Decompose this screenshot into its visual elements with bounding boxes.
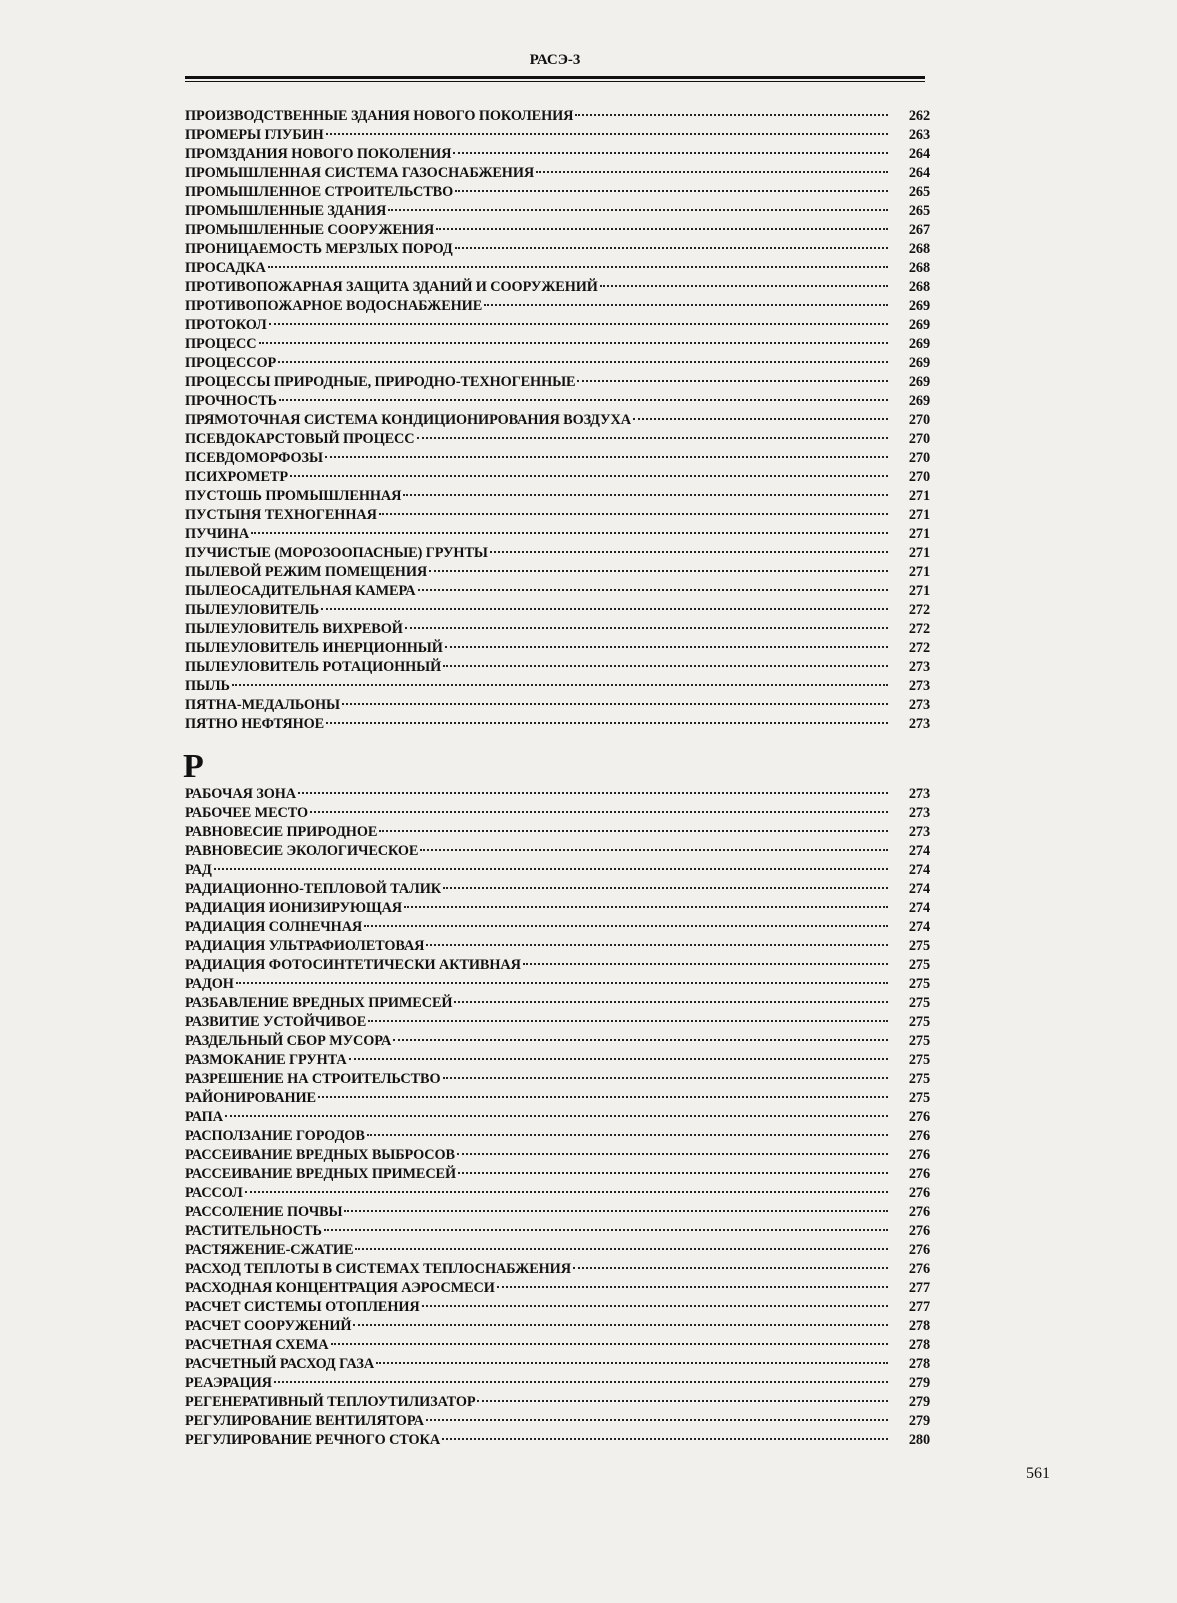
toc-entry [185,1146,930,1165]
entry-title: РАДИАЦИЯ ИОНИЗИРУЮЩАЯ [185,900,403,916]
entry-title: РАБОЧАЯ ЗОНА [185,786,296,802]
toc-entry [185,975,930,994]
dot-leader [600,285,888,287]
toc-entry [185,392,930,411]
entry-title: ПРОЧНОСТЬ [185,393,277,409]
dot-leader [633,418,888,420]
entry-title: РАЗМОКАНИЕ ГРУНТА [185,1052,347,1068]
entry-title: РАЗДЕЛЬНЫЙ СБОР МУСОРА [185,1033,392,1049]
dot-leader [379,830,888,832]
entry-title: ПЫЛЕУЛОВИТЕЛЬ РОТАЦИОННЫЙ [185,659,442,675]
dot-leader [245,1191,888,1193]
dot-leader [442,1438,888,1440]
entry-page-number: 278 [908,1318,930,1334]
dot-leader [344,1210,888,1212]
dot-leader [405,627,888,629]
entry-page-number: 270 [908,412,930,428]
dot-leader [575,114,888,116]
entry-page-number: 273 [908,716,930,732]
entry-title: ПРОМЗДАНИЯ НОВОГО ПОКОЛЕНИЯ [185,146,452,162]
entry-title: ПЯТНА-МЕДАЛЬОНЫ [185,697,340,713]
toc-entry [185,1374,930,1393]
toc-entry [185,582,930,601]
toc-entry [185,1336,930,1355]
entry-title: РАДИАЦИЯ СОЛНЕЧНАЯ [185,919,363,935]
entry-page-number: 265 [908,203,930,219]
dot-leader [342,703,888,705]
toc-entry [185,1051,930,1070]
entry-title: РАВНОВЕСИЕ ЭКОЛОГИЧЕСКОЕ [185,843,419,859]
dot-leader [298,792,888,794]
entry-title: РАССЕИВАНИЕ ВРЕДНЫХ ВЫБРОСОВ [185,1147,455,1163]
entry-title: ПЫЛЕУЛОВИТЕЛЬ [185,602,320,618]
entry-page-number: 278 [908,1356,930,1372]
dot-leader [326,133,888,135]
entry-title: РАСЧЕТ СООРУЖЕНИЙ [185,1318,352,1334]
entry-page-number: 273 [908,697,930,713]
entry-page-number: 275 [908,1033,930,1049]
toc-entry [185,126,930,145]
entry-page-number: 276 [908,1204,930,1220]
entry-page-number: 270 [908,431,930,447]
entry-title: РАСЧЕТ СИСТЕМЫ ОТОПЛЕНИЯ [185,1299,420,1315]
entry-title: ПРЯМОТОЧНАЯ СИСТЕМА КОНДИЦИОНИРОВАНИЯ ВОЗДУХА [185,412,631,428]
toc-entry [185,1184,930,1203]
dot-leader [436,228,888,230]
entry-title: ПСЕВДОМОРФОЗЫ [185,450,323,466]
section-letter: Р [183,748,204,785]
toc-entry [185,1089,930,1108]
toc-entry [185,164,930,183]
toc-entry [185,1355,930,1374]
dot-leader [404,906,888,908]
entry-title: РАССЕИВАНИЕ ВРЕДНЫХ ПРИМЕСЕЙ [185,1166,457,1182]
toc-entry [185,487,930,506]
toc-entry [185,145,930,164]
toc-entry [185,563,930,582]
entry-page-number: 273 [908,824,930,840]
dot-leader [367,1134,888,1136]
toc-entry [185,918,930,937]
dot-leader [484,304,888,306]
entry-title: ПРОНИЦАЕМОСТЬ МЕРЗЛЫХ ПОРОД [185,241,453,257]
entry-title: РЕГУЛИРОВАНИЕ РЕЧНОГО СТОКА [185,1432,441,1448]
entry-page-number: 265 [908,184,930,200]
dot-leader [325,456,888,458]
toc-entry [185,937,930,956]
entry-page-number: 268 [908,241,930,257]
entry-title: ПУСТОШЬ ПРОМЫШЛЕННАЯ [185,488,402,504]
toc-entry [185,1279,930,1298]
entry-page-number: 272 [908,621,930,637]
entry-page-number: 278 [908,1337,930,1353]
entry-page-number: 271 [908,507,930,523]
dot-leader [364,925,888,927]
entry-page-number: 276 [908,1147,930,1163]
entry-page-number: 271 [908,545,930,561]
entry-title: ПЫЛЕВОЙ РЕЖИМ ПОМЕЩЕНИЯ [185,564,428,580]
toc-entry [185,620,930,639]
entry-page-number: 279 [908,1375,930,1391]
dot-leader [429,570,888,572]
entry-page-number: 276 [908,1261,930,1277]
entry-page-number: 277 [908,1280,930,1296]
entry-title: ПСЕВДОКАРСТОВЫЙ ПРОЦЕСС [185,431,415,447]
entry-title: ПЯТНО НЕФТЯНОЕ [185,716,325,732]
dot-leader [443,665,888,667]
toc-entry [185,1032,930,1051]
entry-title: РАДИАЦИОННО-ТЕПЛОВОЙ ТАЛИК [185,881,442,897]
dot-leader [379,513,888,515]
entry-page-number: 280 [908,1432,930,1448]
entry-page-number: 275 [908,976,930,992]
entry-page-number: 262 [908,108,930,124]
entry-page-number: 269 [908,298,930,314]
dot-leader [290,475,888,477]
dot-leader [279,399,888,401]
dot-leader [403,494,888,496]
toc-entry [185,715,930,734]
toc-entry [185,1108,930,1127]
page-number: 561 [1026,1465,1050,1482]
dot-leader [457,1153,888,1155]
toc-entry [185,316,930,335]
entry-title: ПУСТЫНЯ ТЕХНОГЕННАЯ [185,507,377,523]
entry-title: ПРОМЫШЛЕННАЯ СИСТЕМА ГАЗОСНАБЖЕНИЯ [185,165,535,181]
toc-entry [185,202,930,221]
entry-page-number: 263 [908,127,930,143]
entry-page-number: 268 [908,279,930,295]
entry-title: ПРОТИВОПОЖАРНОЕ ВОДОСНАБЖЕНИЕ [185,298,483,314]
dot-leader [269,323,888,325]
entry-title: РАСХОД ТЕПЛОТЫ В СИСТЕМАХ ТЕПЛОСНАБЖЕНИЯ [185,1261,571,1277]
entry-page-number: 276 [908,1109,930,1125]
entry-page-number: 276 [908,1185,930,1201]
toc-entry [185,899,930,918]
dot-leader [393,1039,888,1041]
toc-entry [185,259,930,278]
dot-leader [232,684,888,686]
dot-leader [445,646,888,648]
toc-entry [185,354,930,373]
entry-page-number: 276 [908,1242,930,1258]
dot-leader [455,247,888,249]
toc-entry [185,1127,930,1146]
dot-leader [577,380,888,382]
toc-entry [185,1241,930,1260]
entry-title: РАСХОДНАЯ КОНЦЕНТРАЦИЯ АЭРОСМЕСИ [185,1280,495,1296]
page-header: РАСЭ-3 [529,52,581,68]
toc-entry [185,861,930,880]
toc-entry [185,1222,930,1241]
entry-title: РАДОН [185,976,234,992]
entry-page-number: 269 [908,336,930,352]
entry-title: РАД [185,862,212,878]
entry-page-number: 274 [908,843,930,859]
dot-leader [420,849,888,851]
toc-entry [185,994,930,1013]
dot-leader [422,1305,888,1307]
header-rule [185,76,925,79]
dot-leader [268,266,888,268]
dot-leader [214,868,888,870]
dot-leader [443,887,888,889]
entry-title: РАССОЛЕНИЕ ПОЧВЫ [185,1204,343,1220]
toc-entry [185,1431,930,1450]
dot-leader [376,1362,888,1364]
entry-page-number: 276 [908,1223,930,1239]
toc-list-r [185,785,930,1450]
entry-title: ПРОЦЕССЫ ПРИРОДНЫЕ, ПРИРОДНО-ТЕХНОГЕННЫЕ [185,374,576,390]
entry-page-number: 273 [908,786,930,802]
toc-list-p [185,107,930,734]
toc-entry [185,525,930,544]
entry-title: РАЗВИТИЕ УСТОЙЧИВОЕ [185,1014,367,1030]
entry-title: РАССОЛ [185,1185,243,1201]
entry-page-number: 269 [908,374,930,390]
entry-page-number: 267 [908,222,930,238]
toc-entry [185,107,930,126]
entry-page-number: 275 [908,995,930,1011]
entry-page-number: 273 [908,678,930,694]
dot-leader [225,1115,888,1117]
dot-leader [331,1343,888,1345]
entry-page-number: 270 [908,450,930,466]
entry-page-number: 274 [908,900,930,916]
toc-entry [185,240,930,259]
entry-title: ПРОИЗВОДСТВЕННЫЕ ЗДАНИЯ НОВОГО ПОКОЛЕНИЯ [185,108,574,124]
entry-title: ПУЧИСТЫЕ (МОРОЗООПАСНЫЕ) ГРУНТЫ [185,545,488,561]
entry-page-number: 271 [908,488,930,504]
entry-title: ПСИХРОМЕТР [185,469,288,485]
entry-title: РАДИАЦИЯ УЛЬТРАФИОЛЕТОВАЯ [185,938,425,954]
entry-title: РАСЧЕТНЫЙ РАСХОД ГАЗА [185,1356,375,1372]
entry-page-number: 275 [908,1071,930,1087]
toc-entry [185,1013,930,1032]
toc-entry [185,842,930,861]
entry-title: РАДИАЦИЯ ФОТОСИНТЕТИЧЕСКИ АКТИВНАЯ [185,957,521,973]
entry-title: ПЫЛЕОСАДИТЕЛЬНАЯ КАМЕРА [185,583,416,599]
entry-page-number: 275 [908,1090,930,1106]
dot-leader [426,944,888,946]
toc-entry [185,658,930,677]
entry-page-number: 273 [908,805,930,821]
entry-page-number: 264 [908,165,930,181]
toc-entry [185,880,930,899]
entry-page-number: 269 [908,317,930,333]
entry-title: ПРОЦЕССОР [185,355,277,371]
entry-title: ПРОМЫШЛЕННЫЕ ЗДАНИЯ [185,203,387,219]
entry-title: РАВНОВЕСИЕ ПРИРОДНОЕ [185,824,378,840]
dot-leader [324,1229,888,1231]
toc-entry [185,677,930,696]
entry-title: РЕГЕНЕРАТИВНЫЙ ТЕПЛОУТИЛИЗАТОР [185,1394,476,1410]
toc-entry [185,696,930,715]
toc-entry [185,823,930,842]
entry-title: РЕАЭРАЦИЯ [185,1375,272,1391]
dot-leader [274,1381,888,1383]
entry-page-number: 269 [908,355,930,371]
entry-title: ПЫЛЬ [185,678,230,694]
dot-leader [318,1096,888,1098]
entry-title: РЕГУЛИРОВАНИЕ ВЕНТИЛЯТОРА [185,1413,424,1429]
entry-page-number: 271 [908,564,930,580]
entry-title: ПРОМЕРЫ ГЛУБИН [185,127,324,143]
entry-title: РАСТИТЕЛЬНОСТЬ [185,1223,322,1239]
toc-entry [185,506,930,525]
entry-page-number: 275 [908,938,930,954]
toc-entry [185,297,930,316]
entry-page-number: 275 [908,1014,930,1030]
toc-entry [185,1412,930,1431]
entry-title: ПРОЦЕСС [185,336,257,352]
entry-title: РАСПОЛЗАНИЕ ГОРОДОВ [185,1128,365,1144]
entry-title: ПРОТОКОЛ [185,317,267,333]
entry-title: ПРОТИВОПОЖАРНАЯ ЗАЩИТА ЗДАНИЙ И СООРУЖЕНИЙ [185,279,598,295]
toc-entry [185,804,930,823]
dot-leader [426,1419,888,1421]
dot-leader [453,152,888,154]
entry-title: РАПА [185,1109,223,1125]
dot-leader [349,1058,888,1060]
dot-leader [321,608,888,610]
dot-leader [388,209,888,211]
entry-page-number: 279 [908,1394,930,1410]
entry-title: ПЫЛЕУЛОВИТЕЛЬ ВИХРЕВОЙ [185,621,403,637]
entry-title: РАСЧЕТНАЯ СХЕМА [185,1337,329,1353]
dot-leader [490,551,888,553]
dot-leader [477,1400,888,1402]
entry-page-number: 271 [908,526,930,542]
toc-entry [185,544,930,563]
entry-page-number: 275 [908,957,930,973]
entry-page-number: 268 [908,260,930,276]
toc-entry [185,1260,930,1279]
entry-page-number: 276 [908,1128,930,1144]
entry-title: РАЗБАВЛЕНИЕ ВРЕДНЫХ ПРИМЕСЕЙ [185,995,453,1011]
entry-page-number: 264 [908,146,930,162]
dot-leader [278,361,888,363]
entry-page-number: 272 [908,640,930,656]
toc-entry [185,373,930,392]
toc-entry [185,1165,930,1184]
dot-leader [355,1248,888,1250]
entry-page-number: 279 [908,1413,930,1429]
toc-entry [185,1393,930,1412]
dot-leader [443,1077,889,1079]
entry-page-number: 273 [908,659,930,675]
toc-entry [185,335,930,354]
toc-entry [185,221,930,240]
toc-entry [185,468,930,487]
dot-leader [368,1020,888,1022]
toc-entry [185,1317,930,1336]
entry-page-number: 269 [908,393,930,409]
dot-leader [353,1324,888,1326]
dot-leader [455,190,888,192]
entry-title: ПУЧИНА [185,526,250,542]
entry-page-number: 275 [908,1052,930,1068]
dot-leader [536,171,888,173]
toc-entry [185,1070,930,1089]
header-rule-thin [185,81,925,82]
entry-title: РАБОЧЕЕ МЕСТО [185,805,309,821]
entry-page-number: 271 [908,583,930,599]
dot-leader [326,722,888,724]
entry-title: ПРОСАДКА [185,260,266,276]
entry-page-number: 274 [908,862,930,878]
entry-page-number: 270 [908,469,930,485]
entry-page-number: 274 [908,919,930,935]
entry-title: РАЙОНИРОВАНИЕ [185,1090,316,1106]
dot-leader [251,532,888,534]
entry-title: ПРОМЫШЛЕННОЕ СТРОИТЕЛЬСТВО [185,184,454,200]
entry-page-number: 276 [908,1166,930,1182]
dot-leader [454,1001,888,1003]
dot-leader [497,1286,888,1288]
toc-entry [185,449,930,468]
dot-leader [458,1172,888,1174]
dot-leader [417,437,889,439]
toc-entry [185,411,930,430]
dot-leader [259,342,889,344]
dot-leader [310,811,888,813]
toc-entry [185,278,930,297]
toc-entry [185,1203,930,1222]
toc-entry [185,956,930,975]
dot-leader [573,1267,888,1269]
entry-title: РАСТЯЖЕНИЕ-СЖАТИЕ [185,1242,354,1258]
toc-entry [185,430,930,449]
entry-page-number: 272 [908,602,930,618]
toc-entry [185,1298,930,1317]
entry-title: РАЗРЕШЕНИЕ НА СТРОИТЕЛЬСТВО [185,1071,441,1087]
entry-page-number: 274 [908,881,930,897]
toc-entry [185,785,930,804]
entry-title: ПРОМЫШЛЕННЫЕ СООРУЖЕНИЯ [185,222,435,238]
dot-leader [236,982,888,984]
toc-entry [185,639,930,658]
dot-leader [523,963,888,965]
toc-entry [185,601,930,620]
dot-leader [418,589,888,591]
entry-title: ПЫЛЕУЛОВИТЕЛЬ ИНЕРЦИОННЫЙ [185,640,443,656]
toc-entry [185,183,930,202]
entry-page-number: 277 [908,1299,930,1315]
